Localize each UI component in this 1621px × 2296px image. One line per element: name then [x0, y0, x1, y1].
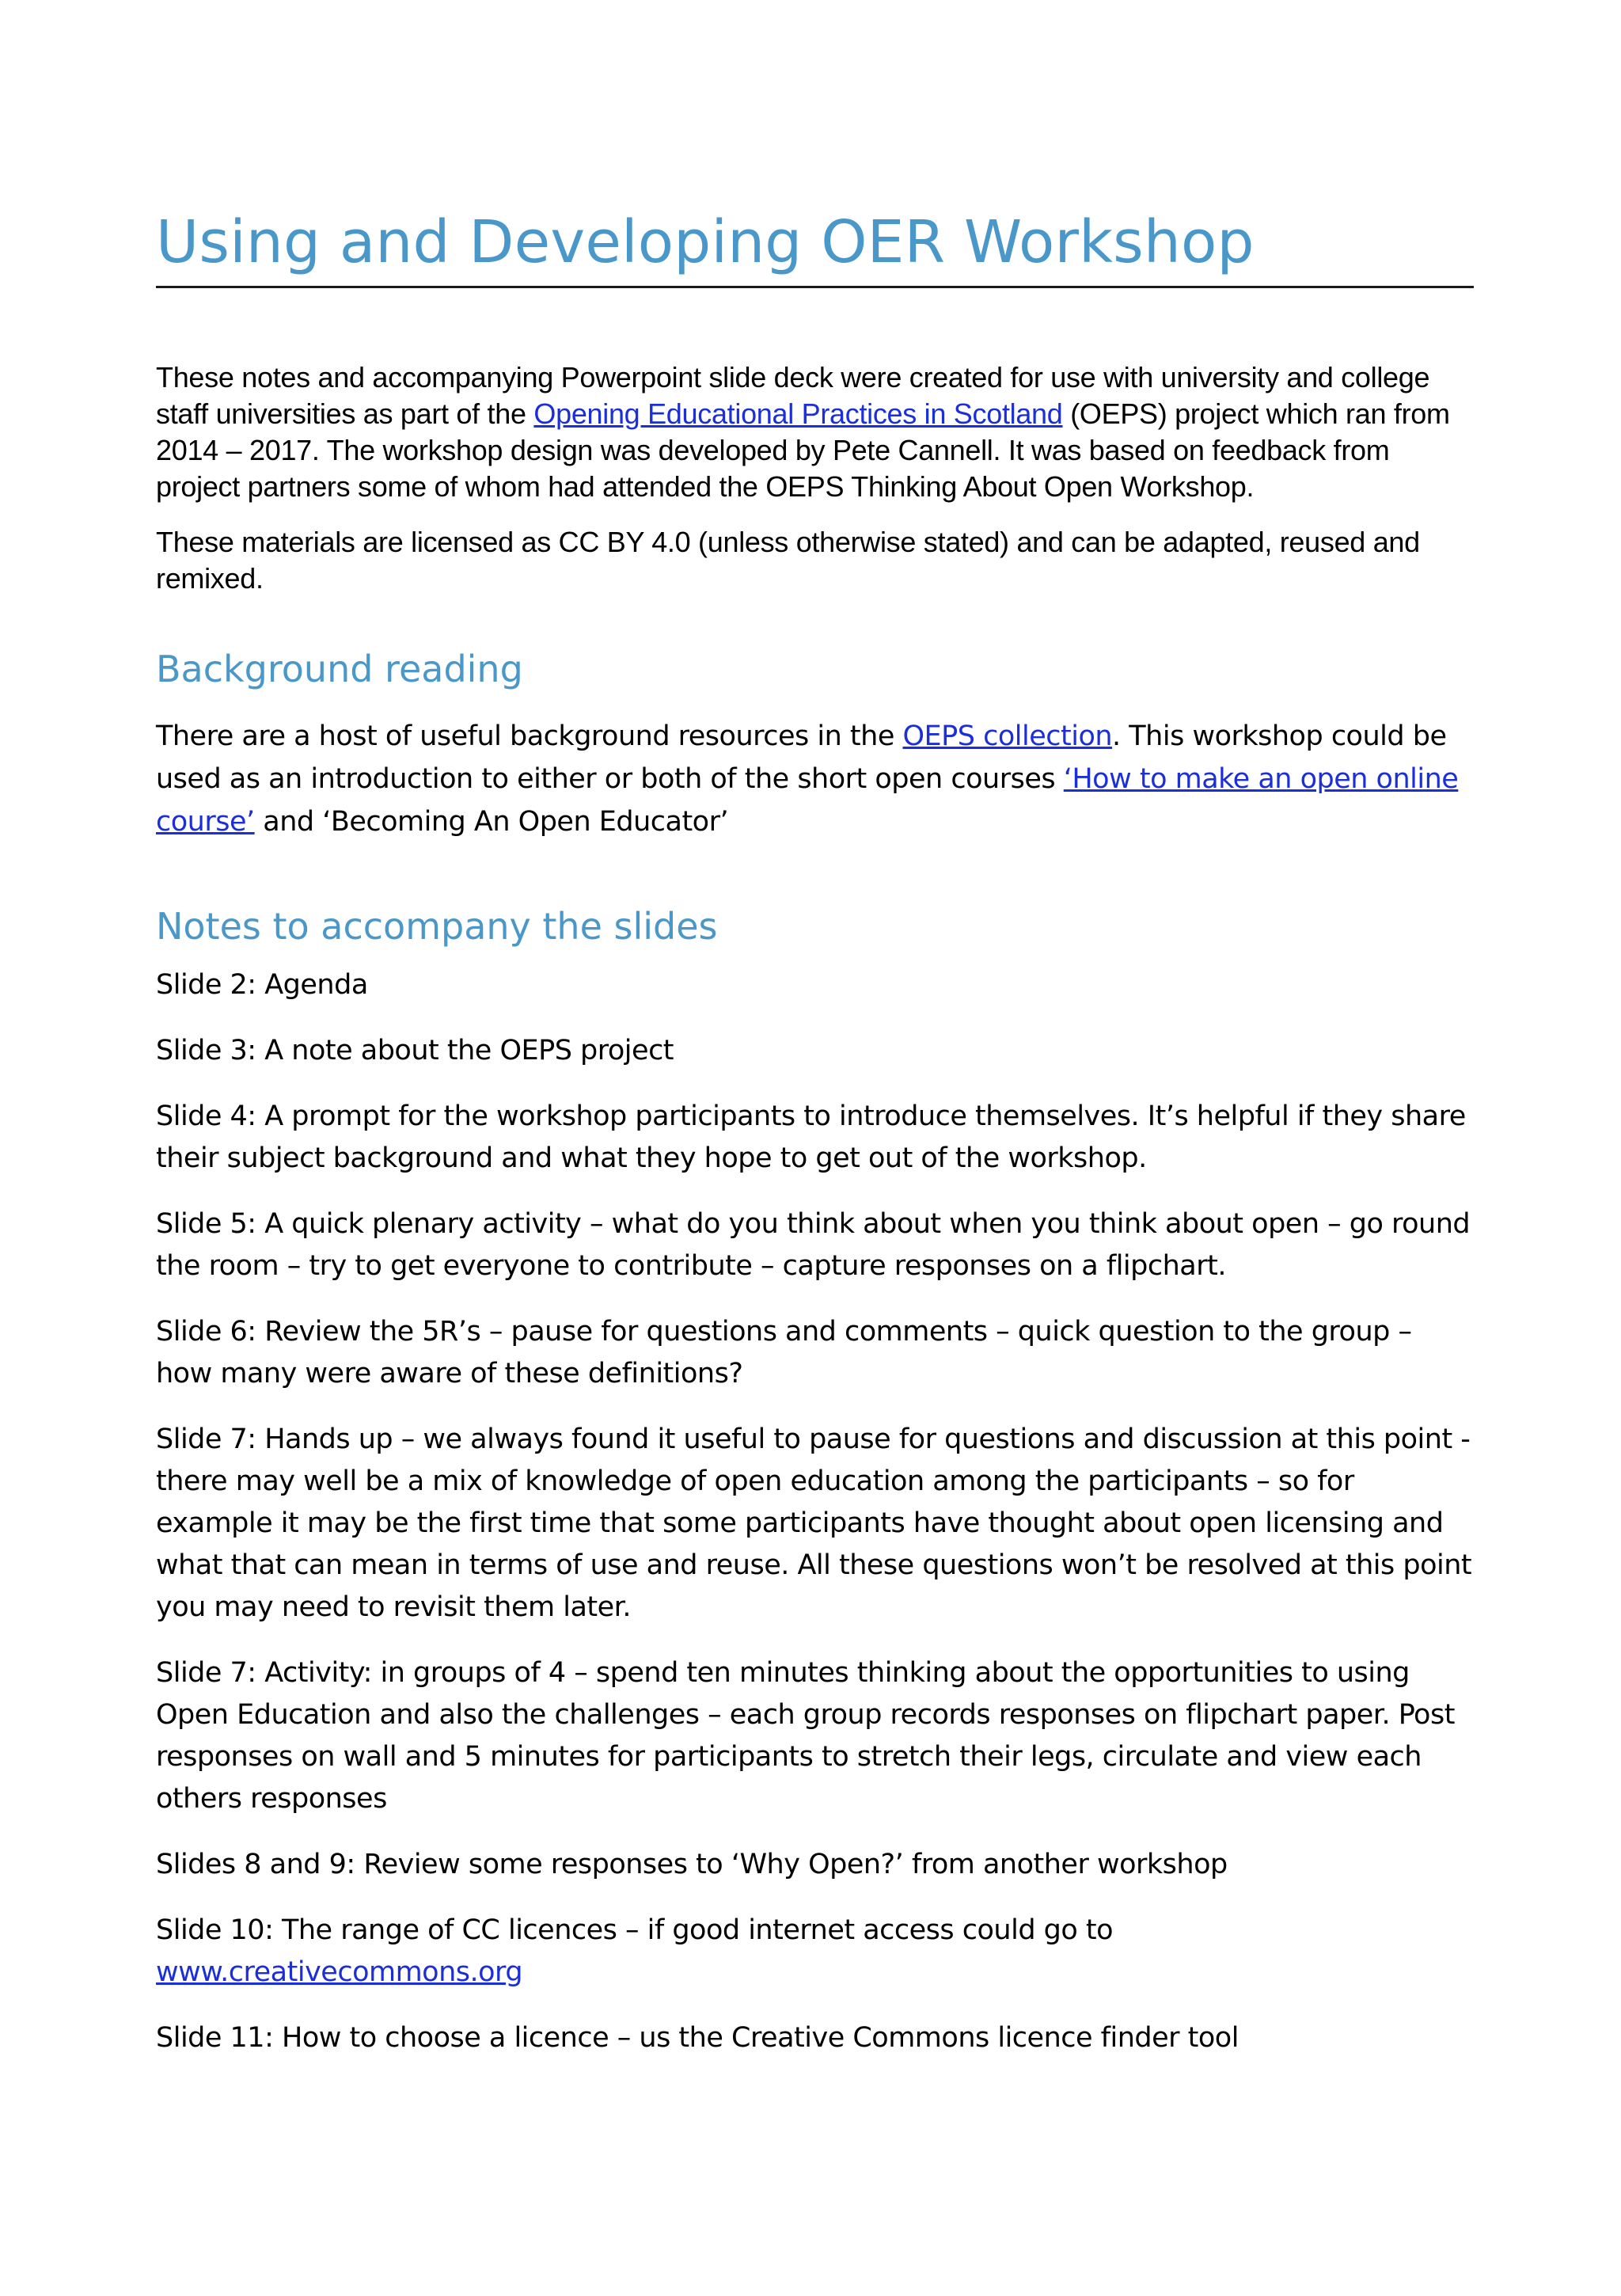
intro-paragraph-1: [156, 359, 1474, 505]
background-reading-heading: Background reading: [156, 647, 523, 690]
title-divider: [156, 286, 1474, 288]
background-text-1: There are a host of useful background resources in the: [156, 720, 903, 752]
slide-note-10-text: Slide 10: The range of CC licences – if good internet access could go to: [156, 1914, 1114, 1947]
slide-note-2: Slide 2: Agenda: [156, 969, 368, 1002]
slide-note-7-hands-up: Slide 7: Hands up – we always found it useful to pause for questions and discussion at this point - there may well be a mix of knowledge of open education among the participants – so for example it may be the first time that some participants have thought about open licensing and what that can mean in terms of use and reuse. All these questions won’t be resolved at this point you may need to revisit them later.: [156, 1424, 1472, 1624]
open-online-course-link[interactable]: ‘How to make an open online course’: [156, 762, 1459, 838]
slide-note-11: Slide 11: How to choose a licence – us the Creative Commons licence finder tool: [156, 2022, 1239, 2055]
slide-note-10: [156, 1910, 1474, 1994]
intro-paragraph-2: These materials are licensed as CC BY 4.0 (unless otherwise stated) and can be adapted, reused and remixed.: [156, 525, 1420, 595]
slide-note-7-activity: Slide 7: Activity: in groups of 4 – spend ten minutes thinking about the opportunities to using Open Education and also the challenges – each group records responses on flipchart paper. Post responses on wall and 5 minutes for participants to stretch their legs, circulate and view each others responses: [156, 1657, 1455, 1815]
oeps-project-link[interactable]: Opening Educational Practices in Scotland: [533, 397, 1063, 430]
background-text-2: . This workshop could be used as an introduction to either or both of the short open courses: [156, 720, 1447, 795]
creativecommons-link[interactable]: www.creativecommons.org: [156, 1956, 523, 1989]
slide-note-8-9: Slides 8 and 9: Review some responses to ‘Why Open?’ from another workshop: [156, 1849, 1228, 1881]
slide-note-5: Slide 5: A quick plenary activity – what do you think about when you think about open – go round the room – try to get everyone to contribute – capture responses on a flipchart.: [156, 1208, 1471, 1283]
intro-section: [156, 359, 1474, 597]
notes-heading: Notes to accompany the slides: [156, 904, 718, 948]
intro-text-1: These notes and accompanying Powerpoint slide deck were created for use with university and college staff universities as part of the: [156, 360, 1430, 430]
slide-note-6: Slide 6: Review the 5R’s – pause for questions and comments – quick question to the group – how many were aware of these definitions?: [156, 1316, 1412, 1390]
slide-note-3: Slide 3: A note about the OEPS project: [156, 1035, 674, 1067]
document-title: Using and Developing OER Workshop: [156, 208, 1255, 276]
intro-text-2: (OEPS) project which ran from 2014 – 2017. The workshop design was developed by Pete Cannell. It was based on feedback from project partners some of whom had attended the OEPS Thinking About Open Workshop.: [156, 397, 1450, 503]
document-content: [156, 207, 1474, 2083]
slide-notes: [156, 964, 1474, 2059]
background-text-3: and ‘Becoming An Open Educator’: [254, 805, 729, 838]
oeps-collection-link[interactable]: OEPS collection: [902, 720, 1113, 752]
background-paragraph: [156, 715, 1474, 843]
slide-note-4: Slide 4: A prompt for the workshop participants to introduce themselves. It’s helpful if they share their subject background and what they hope to get out of the workshop.: [156, 1100, 1466, 1175]
